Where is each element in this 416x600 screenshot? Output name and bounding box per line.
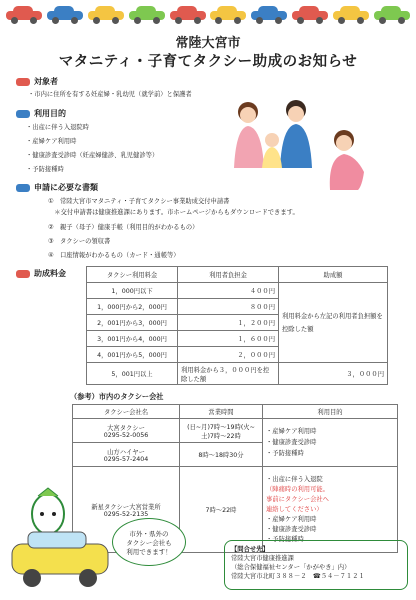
fee-range: 4，001円から5，000円: [87, 347, 178, 363]
mascot-taxi-illustration: [8, 486, 112, 596]
fee-range: 1，000円以下: [87, 283, 178, 299]
purpose-item: ・出産に伴う入退院時: [26, 124, 89, 131]
purpose-heading: 利用目的: [16, 108, 66, 119]
document-note: ＊交付申請書は健康推進課にあります。市ホームページからもダウンロードできます。: [48, 209, 299, 216]
car-icon: [16, 110, 30, 118]
document-item: ① 常陸大宮市マタニティ・子育てタクシー事業助成交付申請書: [48, 198, 230, 205]
speech-bubble: 市外・県外の タクシー会社も 利用できます！: [112, 518, 186, 566]
fee-range: 3，001円から4，000円: [87, 331, 178, 347]
car-icon: [16, 78, 30, 86]
taxi-header: タクシー会社名: [73, 405, 180, 419]
fee-burden: ８００円: [178, 299, 279, 315]
fee-burden: 利用料金から３，０００円を控除した額: [178, 363, 279, 385]
target-heading: 対象者: [16, 76, 58, 87]
taxi-header: 利用目的: [263, 405, 398, 419]
fee-table: [86, 266, 388, 385]
fee-burden: ４００円: [178, 283, 279, 299]
document-item: ③ タクシーの領収書: [48, 238, 111, 245]
car-icon: [374, 6, 410, 24]
documents-heading: 申請に必要な書類: [16, 182, 98, 193]
contact-line: （総合保健福祉センター「かがやき」内）: [231, 564, 351, 571]
car-icon: [6, 6, 42, 24]
car-icon: [170, 6, 206, 24]
fee-range: 1，000円から2，000円: [87, 299, 178, 315]
contact-line: 常陸大宮市健康推進課: [231, 555, 294, 562]
city-name: 常陸大宮市: [175, 36, 241, 51]
fee-range: 5，001円以上: [87, 363, 178, 385]
fee-subsidy: ３，０００円: [279, 363, 388, 385]
taxi-hours: (日~月)7時～19時(火~土)7時～22時: [180, 419, 263, 443]
car-icon: [292, 6, 328, 24]
taxi-purpose: ・出産に伴う入退院 （陣痛時の利用可能。 事前にタクシー会社へ 連絡してください） ・産婦ケア利用時 ・健康診査受診時 ・予防接種時: [263, 467, 398, 553]
taxi-hours: 8時～18時30分: [180, 443, 263, 467]
contact-heading: 【問合せ先】: [231, 546, 269, 553]
taxi-company: 大宮タクシー 0295-52-0056: [73, 419, 180, 443]
document-item: ② 親子（母子）健康手帳（利用目的がわかるもの）: [48, 224, 199, 231]
fee-burden: ２，０００円: [178, 347, 279, 363]
car-icon: [47, 6, 83, 24]
car-icon: [333, 6, 369, 24]
page-title: マタニティ・子育てタクシー助成のお知らせ: [58, 54, 358, 70]
fee-header: タクシー利用料金: [87, 267, 178, 283]
purpose-item: ・予防接種時: [26, 166, 64, 173]
document-item: ④ 口座情報がわかるもの（カード・通帳等）: [48, 252, 180, 259]
car-icon: [16, 270, 30, 278]
purpose-item: ・健康診査受診時（妊産婦健診、乳児健診等）: [26, 152, 159, 159]
fee-subsidy-merged: 利用料金から左記の利用者負担額を控除した額: [279, 283, 388, 363]
pregnant-woman-illustration: [320, 128, 372, 190]
fee-header: 利用者負担金: [178, 267, 279, 283]
purpose-item: ・産婦ケア利用時: [26, 138, 77, 145]
taxi-company: 新星タクシー大宮営業所 0295-52-2135: [73, 467, 180, 553]
car-icon: [88, 6, 124, 24]
car-icon: [210, 6, 246, 24]
fee-burden: １，２００円: [178, 315, 279, 331]
taxi-header: 営業時間: [180, 405, 263, 419]
car-decoration-row: [6, 6, 410, 28]
fee-heading: 助成料金: [16, 268, 66, 279]
taxi-hours: 7時～22時: [180, 467, 263, 553]
taxi-heading: （参考）市内のタクシー会社: [70, 392, 164, 401]
contact-box: [224, 540, 408, 590]
contact-line: 常陸大宮市北町３８８－２ ☎５４－７１２１: [231, 573, 365, 580]
car-icon: [129, 6, 165, 24]
target-text: ・市内に住所を有する妊産婦・乳幼児（就学前）と保護者: [28, 91, 192, 98]
taxi-company: 山方ハイヤー 0295-57-2404: [73, 443, 180, 467]
car-icon: [16, 184, 30, 192]
fee-header: 助成額: [279, 267, 388, 283]
family-illustration: [228, 98, 322, 170]
taxi-purpose: ・産婦ケア利用時 ・健康診査受診時 ・予防接種時: [263, 419, 398, 467]
fee-range: 2，001円から3，000円: [87, 315, 178, 331]
fee-burden: １，６００円: [178, 331, 279, 347]
car-icon: [251, 6, 287, 24]
